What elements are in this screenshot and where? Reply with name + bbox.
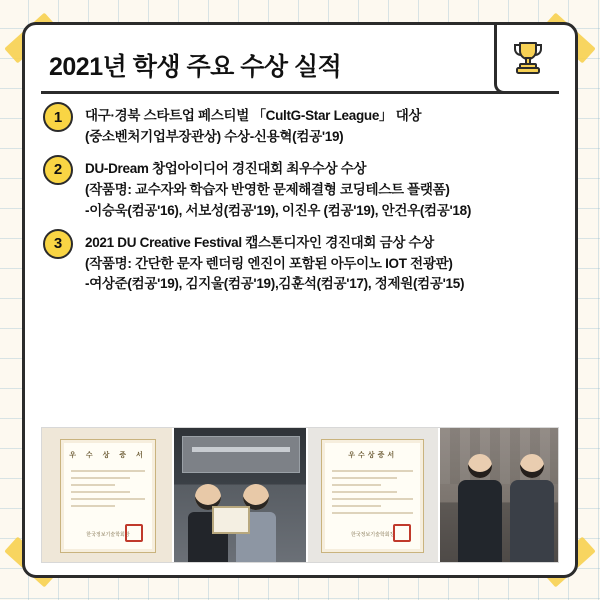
trophy-icon	[494, 25, 559, 94]
award-item	[41, 233, 559, 296]
card-header	[41, 39, 559, 94]
certificate-footer: 한국정보기술학회장	[350, 532, 395, 539]
certificate-body-lines	[71, 470, 145, 507]
ceremony-background	[174, 428, 306, 562]
award-line: DU-Dream 창업아이디어 경진대회 최우수상 수상	[85, 160, 367, 176]
person-head	[520, 454, 544, 478]
photo-strip	[41, 427, 559, 563]
students-photo	[440, 428, 558, 562]
certificate-body-lines	[332, 470, 413, 514]
person-body	[458, 480, 502, 562]
award-item	[41, 159, 559, 222]
ceremony-banner	[182, 436, 300, 473]
certificate-title: 우수상증서	[348, 451, 398, 459]
award-ceremony-photo	[174, 428, 306, 562]
certificate-title: 우 수 상 증 서	[69, 451, 147, 459]
award-line: (중소벤처기업부장관상) 수상-신용혁(컴공'19)	[85, 128, 344, 144]
award-number-badge: 2	[43, 155, 73, 185]
certificate-photo-1	[42, 428, 172, 562]
certificate-document	[60, 439, 156, 554]
certificate-photo-2	[308, 428, 438, 562]
students-background	[440, 428, 558, 562]
page-title: 2021년 학생 주요 수상 실적	[49, 53, 342, 81]
content-card	[22, 22, 578, 578]
award-plaque	[212, 506, 250, 534]
award-line: 2021 DU Creative Festival 캡스톤디자인 경진대회 금상 수상	[85, 234, 435, 250]
award-number-badge: 3	[43, 229, 73, 259]
person-head	[468, 454, 492, 478]
award-line: 대구·경북 스타트업 페스티벌 「CultG-Star League」 대상	[85, 108, 422, 123]
award-text	[85, 106, 559, 148]
seal-icon	[125, 524, 143, 542]
award-list	[41, 106, 559, 295]
award-text	[85, 233, 559, 296]
person-figure	[510, 454, 554, 562]
award-line: (작품명: 교수자와 학습자 반영한 문제해결형 코딩테스트 플랫폼)	[85, 181, 450, 197]
person-body	[510, 480, 554, 562]
award-number-badge: 1	[43, 102, 73, 132]
award-text	[85, 159, 559, 222]
person-figure	[458, 454, 502, 562]
seal-icon	[393, 524, 411, 542]
award-line: -여상준(컴공'19), 김지울(컴공'19),김훈석(컴공'17), 정제원(컴공'15)	[85, 276, 465, 292]
certificate-footer: 한국정보기술학회장	[86, 532, 130, 539]
award-line: -이승욱(컴공'16), 서보성(컴공'19), 이진우 (컴공'19), 안건우(컴공'18)	[85, 202, 472, 218]
award-item	[41, 106, 559, 148]
award-line: (작품명: 간단한 문자 렌더링 엔진이 포함된 아두이노 IOT 전광판)	[85, 255, 453, 271]
certificate-document	[321, 439, 424, 554]
